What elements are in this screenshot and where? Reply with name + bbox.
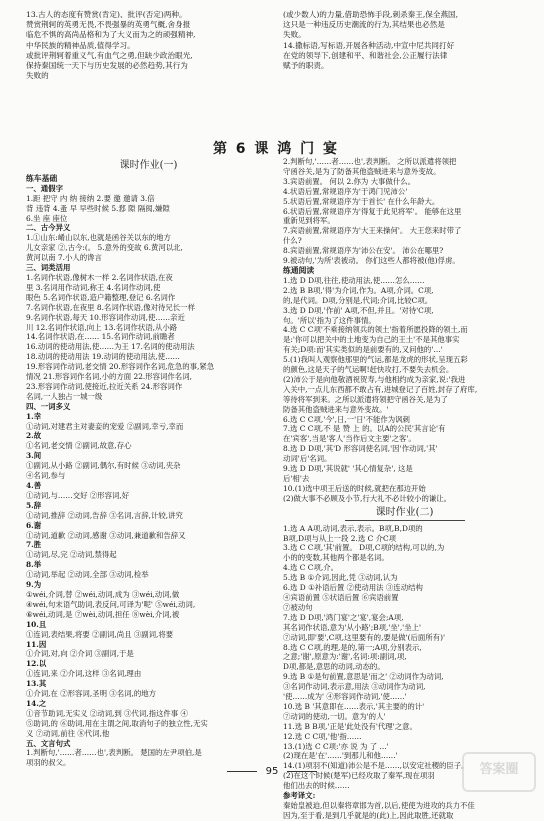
text-line: 13.古人的态度有赞赏(肯定)、批评(否定)两种。 [26,10,187,19]
answer-line: 1.选 D D项,往往,使动用法,使……怎么…… [283,275,425,285]
answer-line: 1.距 把守 内 纳 接纳 2.要 邀 邀请 3.倍 [26,193,155,203]
answer-line: 23.形容词作动词,使接近,拉近关系 24.形容词作 [26,381,183,391]
answer-line: 名词,一人独占一城一级 [26,391,103,401]
subheading: 11.因 [26,639,47,649]
subheading: 一、通假字 [26,183,63,193]
answer-line: 6.选 C C项,'今',日,一'日'不能作为讽刺 [283,414,410,424]
answer-line: '使……成为' ④形容词作动词,'使……' [283,692,407,702]
answer-line: 4.选 C C项'不乘接纳领兵的领土'指着所愿投降的领土,而 [283,325,468,335]
subheading: 8.举 [26,560,42,570]
subheading: 14.之 [26,698,47,708]
subheading: 三、词类活用 [26,263,71,273]
answer-line: 5.(1)我叫人观察他那里的气运,都是龙虎的形状,呈现五彩 [283,355,468,365]
answer-line: 什么? [283,236,302,246]
answer-line: 5.选 B ①介词,因此,凭 ③动词,认为 [283,573,398,583]
answer-line: ①副词,从小路 ②副词,偶尔,有时候 ③动词,夹杂 [26,461,181,471]
left-column [26,157,271,768]
answer-line: 2.选 B B项,'得'为介词,作为。A项,介词。C项, [283,285,434,295]
answer-line: ①连词,来 ②介词,这样 ③名词,理由 [26,669,142,679]
answer-line: ①动词,举起 ②动词,全部 ③动词,检举 [26,570,149,580]
answer-line: ④名词,参与 [26,471,66,481]
answer-line: 义 ⑦动词,前往 ⑧代词,他 [26,728,110,738]
answer-line: 3.选 C C项,'其'前置。 D项,C项的结构,可以的,为 [283,543,445,553]
answer-line: 1.①山东:崤山以东,也就是函谷关以东的地方 [26,233,171,243]
left-lines [26,174,271,768]
answer-line: 4.选 C C项,介。 [283,563,338,573]
right-lines [283,157,526,504]
answer-line: 11.选 B B项,'正是'此处没有'代理'之意。 [283,721,417,731]
answer-line: 黄河以南 7.小人的谗言 [26,253,102,263]
answer-line: ⑥wéi,动词,是 ⑦wèi,动词,担任 ⑧wèi,介词,被 [26,609,180,619]
text-line: (或少数人)的力量,借助恐怖手段,刺杀秦王,保全燕国, [283,10,459,19]
text-line: 或批评荆轲着重义气,有血气之勇,但缺少政治眼光, [26,50,193,60]
answer-line: 9.名词作状语,每天 10.形容词作动词,使……亲近 [26,312,185,322]
answer-line: 是:'你可以把关中的土地变为自己的王土'不是其他事实 [283,335,460,345]
answer-line: D项,都是,意思的动词,动态的。 [283,662,385,672]
answer-line: 16.动词的使动用法,使……为王 17.名词的使动用法 [26,342,195,352]
answer-line: 7.宾语前置,常规语序为'大王来操何'。 大王您来时带了 [283,226,462,236]
answer-line: 9.选 D D项,'其说就' '其心情复杂', 这是 [283,464,413,474]
answer-line: 儿女亲家 ②,古今:(。 5.意外的变故 6.黄河以北, [26,243,183,253]
answer-line: 1.名词作状语,像树木一样 2.名词作状语,在夜 [26,272,173,282]
answer-line: 的颜色,这是天子的气运啊!赶快攻打,不要失去机会。 [283,365,454,375]
top-left-block [26,10,271,105]
text-line: 保持秦国统一天下与历史发展的必然趋势,其行为 [26,61,188,71]
answer-line: ①介词,对,向 ②介词 ③副词,于是 [26,649,134,659]
answer-line: (2)在这个时候(楚军)已经攻取了秦军,现在项羽 [283,771,435,781]
subheading: 10.且 [26,619,47,629]
answer-line: 后'相'去 [283,474,310,483]
answer-line: ①动词,推辞 ②动词,告辞 ③名词,言辞,计较,讲究 [26,510,183,520]
subheading: 12.以 [26,659,47,669]
answer-line: 1.判断句,'……者……也',表判断。 楚国的左尹项伯,是 [26,748,202,758]
answer-line: 6.选 D ①补语后置 ②使动用法 ③连动结构 [283,583,423,593]
text-line: 这只是一种违反历史潮流的行为,其结果也必然是 [283,20,445,30]
answer-line: 7.选 C C项,不 是 赞 上 的。以A的公民'其言论'有 [283,424,446,434]
answer-line: 7.名词作状语,在夜里 8.名词作状语,像对待兄长一样 [26,302,195,312]
answer-line: ⑤助词,的 ⑥助词,用在主谓之间,取消句子的独立性,无实 [26,718,208,728]
subheading: 3.间 [26,451,42,461]
text-line: 临危不惧的高尚品格和为了大义而为之的顽强精神, [26,30,196,40]
answer-line: 里 3.名词用作动词,称王 4.名词作动词,使 [26,282,161,292]
answer-line: 9.被动句,'为所'表被动。 你们这些人都将被(他)俘虏。 [283,256,460,266]
text-line: 14.撒标语,写标语,开展各种活动,中宣中尼共同打好 [283,40,455,50]
subheading: 9.为 [26,580,42,590]
answer-line: B项,D项与从上一段 2.选 C 介C项 [283,533,397,543]
answer-line: 19.形容词作动词,老交情 20.形容词作名词,危急的事,紧急 [26,362,215,372]
answer-line: 10.选 B '其意即在……表示,'其主要的的计' [283,701,425,711]
page [26,10,526,820]
subheading: 6.谢 [26,520,42,530]
right-column [283,157,526,821]
answer-line: (2)做大事不必顾及小节,行大礼不必计较小的谦让。 [283,493,452,503]
answer-line: 14.名词作状语,在…… 15.名词作动词,前瞻者 [26,332,175,342]
subheading: 7.胜 [26,540,42,550]
answer-line: 7.选 D D项,'鸿门宴'之'宴',宴会;A项, [283,612,404,622]
answer-line: ⑦动词的使动,一切。意为'的人' [283,711,386,721]
answer-line: 动词'后'名词。 [283,454,332,464]
answer-line: ①连词,表结果,将要 ②副词,尚且 ③副词,将要 [26,629,174,639]
answer-line: 句。'所以'指为了这件事情。 [283,315,376,325]
text-line: 赋予的职责。 [283,61,329,71]
answer-line: 6.坐 座 座位 [26,213,68,223]
answer-line: 秦始皇被迫,但以秦将章邯为首,以后,使使为进攻的兵力不佳 [283,801,475,810]
section-title-2: 课时作业(二) [345,508,465,521]
answer-line: ④宾语前置 ⑤状语后置 ⑥宾语前置 [283,592,399,602]
answer-line: 川 12.名词作状语,向上 13.名词作状语,从小路 [26,322,178,332]
answer-line: 有关;D项:而'其实类似的是前要有的,又问他的'…' [283,345,443,355]
answer-line: 8.选 C C项,的理,是的,第一;A项,分别表示, [283,642,422,652]
subheading: 五、文言句式 [26,738,71,748]
answer-line: 14.(1)项羽不(知道)沛公是不是……,以安定社稷的臣子。 [283,761,469,771]
watermark-logo: 答案圈 [462,752,536,792]
answer-line: 防备其他盗贼进来与意外变故。' [283,404,389,414]
footer-rule-left [227,771,257,772]
text-line: 失败。 [283,30,306,40]
answer-line: 12.选 C C项,'他'指…… [283,731,362,741]
section-heading: 练车基础 [26,173,58,183]
answer-line: 他们出去的时候…… [283,781,350,791]
subheading: 4.善 [26,481,42,490]
answer-line: 10.(1)选中项王后送的时候,就把在那边开始 [283,483,426,493]
answer-line: 项羽的叔父。 [26,758,71,768]
answer-line: 4.状语后置,常规语序为'于鸿门见沛公' [283,186,408,196]
answer-line: 眼色 5.名词作状语,造户籍整理,登记 6.名词作 [26,292,176,302]
subheading: 13.其 [26,679,47,689]
lesson-title: 第 6 课 鸿 门 宴 [212,141,340,157]
answer-line: ⑦被动句 [283,602,313,612]
answer-line: ①动词,与……交好 ②形容词,好 [26,490,130,500]
answer-line: 重新见到将军。 [283,216,335,226]
answer-line: 守函谷关,是为了防备其他盗贼进来与意外变故。 [283,166,441,176]
answer-line: 在'宾客',当是'客人'当作后文主要'之客'。 [283,434,416,444]
answer-line: ①介词,在 ②形容词,圣明 ③名词,的地方 [26,689,156,699]
answer-line: 1.选 A A项,动词,表示,表示。B项,B,D项的 [283,523,423,533]
answer-line: 其名词作状语,意为'从小路';B项,'坐','坐上' [283,622,422,632]
answer-line: 3.宾语前置。 何以 2.你为 大事做什么。 [283,176,416,186]
answer-line: ①动词,尽,完 ②动词,禁得起 [26,550,117,560]
subheading: 5.辞 [26,500,42,510]
answer-line: 之意;'谢',原意为:'谢',名词:项:副词,项, [283,652,407,662]
answer-line: 8.选 D D项,'其'D 形容词使名词,'因'作动词,'其' [283,444,438,454]
answer-line: (2)现在是'在'……'到那儿和他……' [283,751,398,761]
section-title-1: 课时作业(一) [119,160,178,171]
answer-line: 的,是代词。D项,分别是,代词;介词,比较C项。 [283,295,433,305]
answer-line: ④wéi,句末语气助词,表反问,可译为'呢' ⑤wéi,动词, [26,599,196,609]
subheading: 二、古今异义 [26,223,71,233]
answer-line: 5.状语后置,常规语序为'于首长' 在什么年龄大。 [283,196,440,206]
subheading: 1.幸 [26,411,42,421]
answer-line: 18.动词的使动用法 19.动词的使动用法,使…… [26,352,180,362]
answer-line: ⑦动词,即'要',C项,这里要有的,要是做'(后面所有)' [283,632,445,642]
answer-line: 小的的变数,其他两个都是名词。 [283,553,389,563]
answer-line: 13.(1)选 C C项:'亦 说 为 了 ...' [283,741,389,751]
page-number: 95 [265,766,279,777]
answer-line: 2.判断句,'……者……也',表判断。 之所以派遣将领把 [283,157,457,166]
text-line: 失败的 [26,71,49,81]
answer-line: 背 违背 4.蚤 早 早些时候 5.郄 隙 隔阂,嫌隙 [26,203,170,213]
answer-line: ①wéi,介词,替 ②wéi,动词,成为 ③wéi,动词,做 [26,589,180,599]
answer-line: 因为,至于看,是到几乎就是的(此)上,因此取胜,还就取 [283,810,454,820]
answer-line: 3.选 D D项,'作前' A项,不但,并且。'对待'C项, [283,305,434,315]
answer-line: ①音节助词,无实义 ②动词,到 ③代词,指这件事 ④ [26,708,188,718]
answer-line: ①动词,对建君主对妻妾的宠爱 ②副词,幸亏,幸而 [26,421,184,431]
footer-rule-right [287,771,317,772]
answer-line: (2)沛公于是向他敬酒祝贺寿,与他相约成为亲家,说:'我进 [283,374,466,384]
subheading: 2.故 [26,431,42,441]
text-line: 赞赏荆轲的英勇无畏,不畏强暴的英勇气概,舍身报 [26,20,191,30]
subheading: 四、一词多义 [26,401,71,411]
subheading: 参考译文: [283,791,316,801]
answer-line: 入关中,一点儿东西都不敢占有,进城登记了百姓,封存了府库, [283,384,478,394]
answer-line: 等待将军到来。之所以派遣将领把守函谷关,是为了 [283,394,448,404]
answer-line: ③名词作动词,表示意,用法 ③动词作为动词, [283,682,426,692]
answer-line: ①名词,老交情 ②副词,故意,存心 [26,441,132,451]
answer-line: 情况 21.形容词作名词,小的方面 22.形容词作名词, [26,372,192,382]
answer-line: 8.宾语前置,常规语序为'沛公在安'。 沛公在哪里? [283,246,444,256]
section-heading: 练通阅读 [283,265,315,275]
answer-line: 6.状语后置,常规语序为'得复于此见将军'。 能够在这里 [283,206,462,216]
answer-line: ①动词,道歉 ②动词,感谢 ③动词,兼道歉和告辞又 [26,530,186,540]
text-line: 中华民族的精神品质,值得学习。 [26,40,135,50]
text-line: 在党的领导下,创建和平、和谐社会,公正履行法律 [283,50,448,60]
answer-line: 9.选 B ①是句前置,意思是'而之' ②动词作为动词, [283,672,444,682]
top-right-block [283,10,526,105]
